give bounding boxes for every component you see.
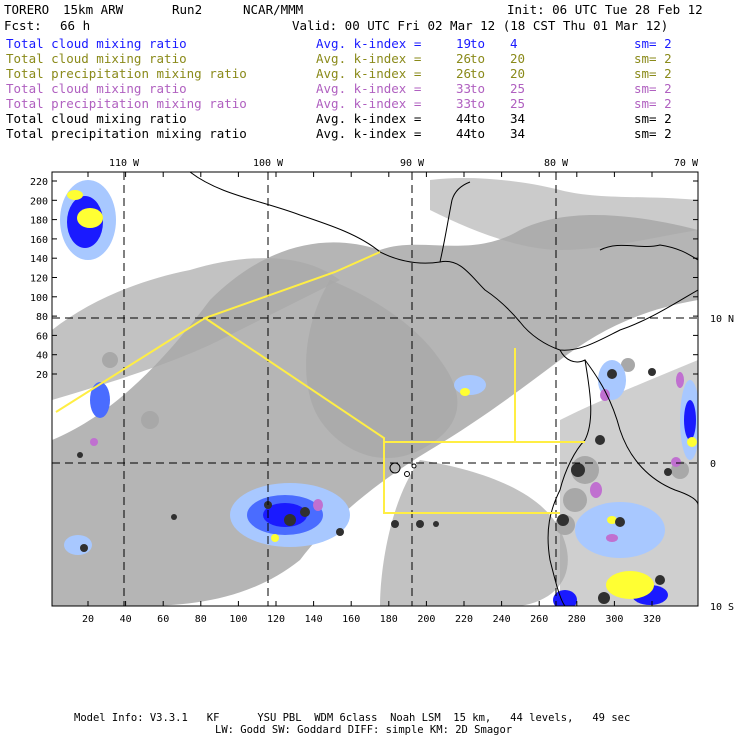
- x-tick-label: 120: [266, 614, 286, 625]
- y-axis-labels: [30, 177, 48, 381]
- field-kindex-to-word: to: [470, 66, 486, 81]
- model-resolution: 15km ARW: [63, 2, 124, 17]
- y-tick-label: 160: [29, 234, 48, 246]
- field-kindex-to: 25: [510, 81, 526, 96]
- field-smoothing: sm= 2: [634, 81, 672, 96]
- x-tick-label: 220: [454, 614, 474, 625]
- longitude-label: 90 W: [399, 158, 425, 169]
- x-tick-label: 200: [417, 614, 436, 625]
- y-tick-label: 80: [35, 312, 48, 324]
- field-kindex-from: 44: [456, 111, 472, 126]
- model-name: TORERO: [4, 2, 50, 17]
- field-kindex-from: 33: [456, 81, 472, 96]
- longitude-label: 70 W: [673, 158, 698, 169]
- field-kindex-label: Avg. k-index =: [316, 81, 422, 96]
- forecast-label: Fcst:: [4, 18, 42, 33]
- field-kindex-to-word: to: [470, 111, 486, 126]
- field-kindex-label: Avg. k-index =: [316, 96, 422, 111]
- y-tick-label: 40: [35, 350, 48, 362]
- field-kindex-label: Avg. k-index =: [316, 66, 422, 81]
- field-kindex-from: 26: [456, 66, 472, 81]
- x-tick-label: 100: [229, 614, 248, 625]
- field-smoothing: sm= 2: [634, 126, 672, 141]
- run-label: Run2: [172, 2, 203, 17]
- y-tick-label: 220: [29, 177, 48, 188]
- field-kindex-label: Avg. k-index =: [316, 51, 422, 66]
- field-smoothing: sm= 2: [634, 36, 672, 51]
- field-kindex-to: 4: [510, 36, 518, 51]
- y-tick-label: 200: [29, 196, 48, 208]
- field-name: Total cloud mixing ratio: [6, 36, 187, 51]
- latitude-label: 10 N: [710, 314, 735, 325]
- field-name: Total cloud mixing ratio: [6, 51, 187, 66]
- field-kindex-label: Avg. k-index =: [316, 36, 422, 51]
- longitude-label: 110 W: [108, 158, 140, 169]
- x-tick-label: 60: [157, 614, 170, 625]
- field-kindex-label: Avg. k-index =: [316, 126, 422, 141]
- x-tick-label: 140: [304, 614, 323, 625]
- x-tick-label: 180: [379, 614, 398, 625]
- y-tick-label: 60: [35, 331, 48, 343]
- field-kindex-to-word: to: [470, 81, 486, 96]
- x-tick-label: 280: [567, 614, 586, 625]
- x-tick-label: 260: [530, 614, 549, 625]
- field-kindex-to: 34: [510, 126, 526, 141]
- longitude-label: 80 W: [543, 158, 569, 169]
- model-info-line: Model Info: V3.3.1 KF YSU PBL WDM 6class Noah LSM 15 km, 44 levels, 49 sec: [74, 712, 631, 724]
- field-kindex-to: 25: [510, 96, 526, 111]
- field-kindex-label: Avg. k-index =: [316, 111, 422, 126]
- physics-info-line: LW: Godd SW: Goddard DIFF: simple KM: 2D Smagor: [215, 724, 513, 736]
- field-kindex-to-word: to: [470, 126, 486, 141]
- x-tick-label: 40: [119, 614, 132, 625]
- field-kindex-to-word: to: [470, 96, 486, 111]
- field-name: Total cloud mixing ratio: [6, 111, 187, 126]
- field-kindex-from: 26: [456, 51, 472, 66]
- latitude-labels: [710, 314, 734, 613]
- y-tick-label: 140: [29, 254, 48, 266]
- x-tick-label: 240: [492, 614, 511, 625]
- field-kindex-to-word: to: [470, 51, 486, 66]
- field-kindex-to: 20: [510, 66, 526, 81]
- field-name: Total precipitation mixing ratio: [6, 96, 247, 111]
- field-smoothing: sm= 2: [634, 111, 672, 126]
- field-smoothing: sm= 2: [634, 96, 672, 111]
- field-kindex-to-word: to: [470, 36, 486, 51]
- y-tick-label: 120: [29, 273, 48, 285]
- latitude-label: 0: [710, 459, 717, 470]
- x-tick-label: 20: [81, 614, 95, 625]
- latitude-label: 10 S: [710, 602, 735, 613]
- x-axis-labels: [82, 614, 661, 625]
- x-tick-label: 300: [605, 614, 624, 625]
- field-kindex-from: 33: [456, 96, 472, 111]
- field-kindex-from: 19: [456, 36, 472, 51]
- field-kindex-to: 34: [510, 111, 526, 126]
- forecast-hour: 66 h: [60, 18, 91, 33]
- org-label: NCAR/MMM: [243, 2, 304, 17]
- x-tick-label: 320: [642, 614, 662, 625]
- y-tick-label: 20: [35, 370, 48, 381]
- field-name: Total precipitation mixing ratio: [6, 66, 247, 81]
- field-kindex-from: 44: [456, 126, 472, 141]
- field-smoothing: sm= 2: [634, 66, 672, 81]
- longitude-labels: [109, 158, 699, 169]
- field-kindex-to: 20: [510, 51, 526, 66]
- x-tick-label: 160: [342, 614, 361, 625]
- init-time: Init: 06 UTC Tue 28 Feb 12: [507, 2, 703, 17]
- valid-time: Valid: 00 UTC Fri 02 Mar 12 (18 CST Thu 01 Mar 12): [292, 18, 669, 33]
- field-name: Total precipitation mixing ratio: [6, 126, 247, 141]
- longitude-label: 100 W: [252, 158, 284, 169]
- field-name: Total cloud mixing ratio: [6, 81, 187, 96]
- y-tick-label: 180: [29, 215, 48, 227]
- x-tick-label: 80: [194, 614, 207, 625]
- field-smoothing: sm= 2: [634, 51, 672, 66]
- y-tick-label: 100: [29, 292, 48, 304]
